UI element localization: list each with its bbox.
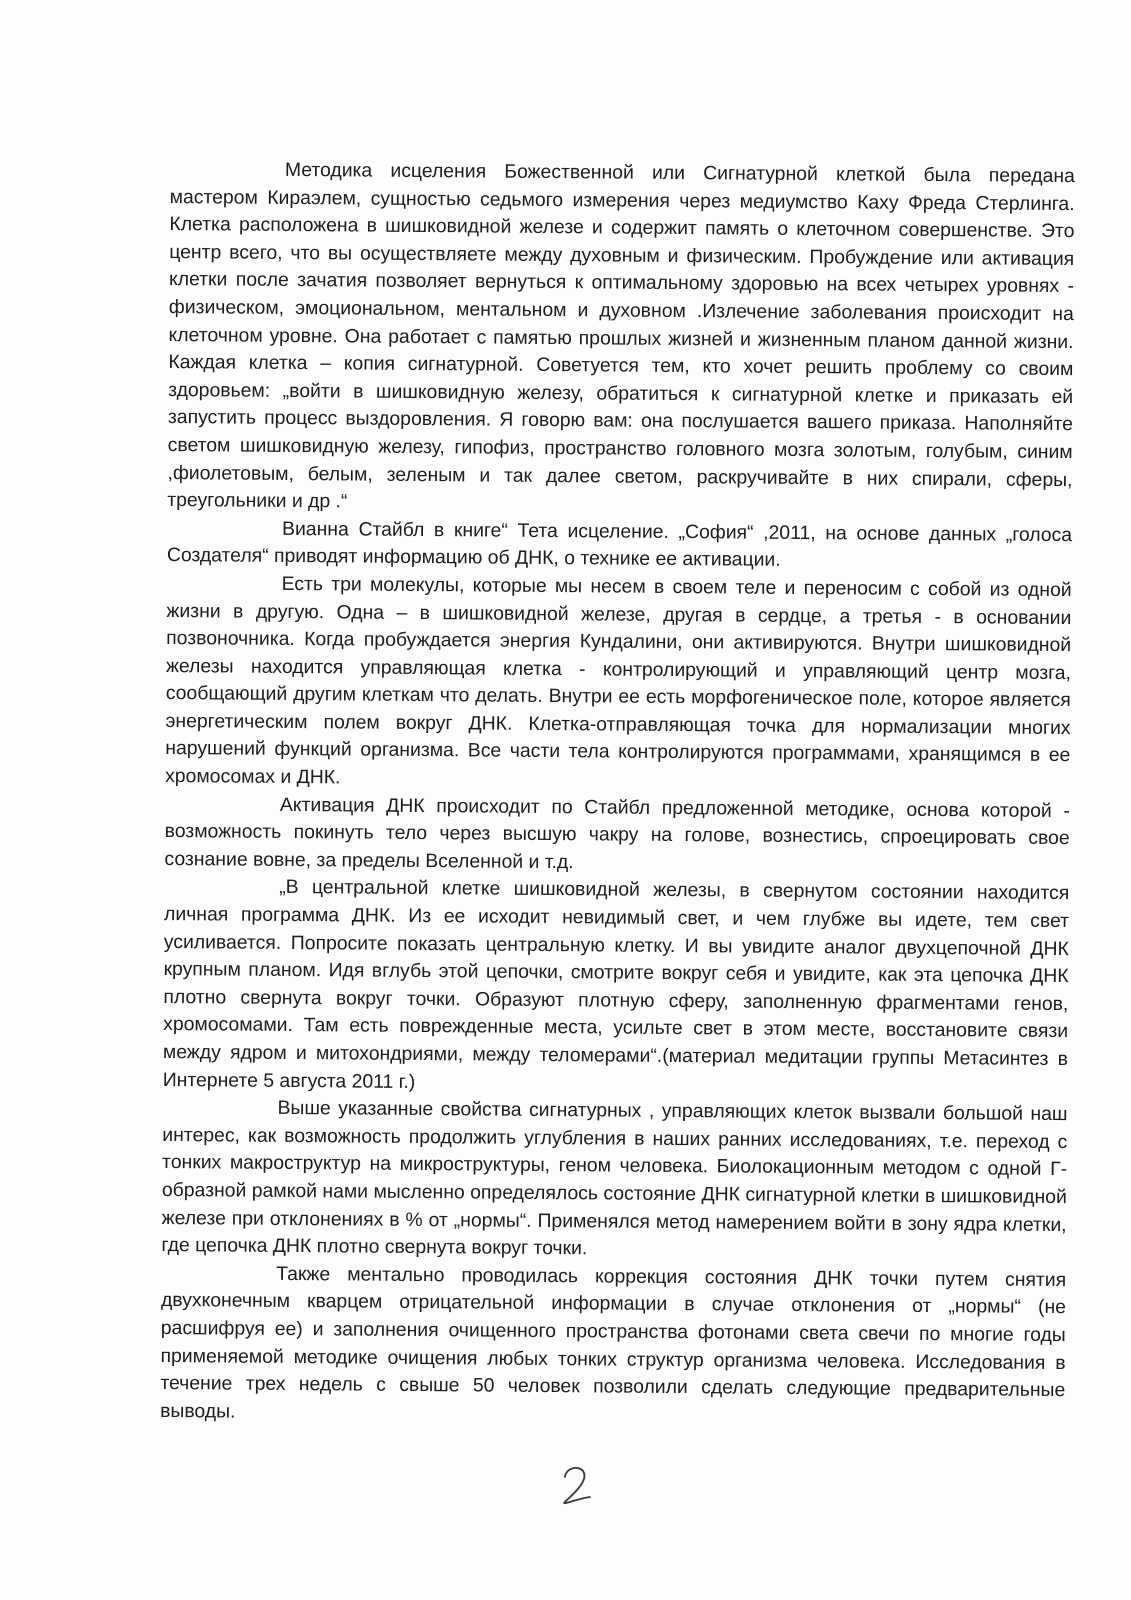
paragraph-correction-conclusion: Также ментально проводилась коррекция состояния ДНК точки путем снятия двухконечным кварцем отрицательной информации в случае отклонения от „нормы“ (не расшифруя ее) и заполнения очищенного пространства фотонами света свечи по многие годы применяемой методике очищения любых тонких структур организма человека. Исследования в течение трех недель с свыше 50 человек позволили сделать следующие предварительные выводы.	[160, 1262, 1067, 1423]
paragraph-research-interest: Выше указанные свойства сигнатурных , управляющих клеток вызвали большой наш интерес, как возможность продолжить углубления в наших ранних исследованиях, т.е. переход с тонких макроструктур на микроструктуры, геном человека. Биолокационным методом с одной Г-образной рамкой нами мысленно определялось состояние ДНК сигнатурной клетки в шишковидной железе при отклонениях в % от „нормы“. Применялся метод намерением войти в зону ядра клетки, где цепочка ДНК плотно свернута вокруг точки.	[161, 1097, 1068, 1260]
document-body	[160, 156, 1075, 1432]
paragraph-vianna-stibal: Вианна Стайбл в книге“ Тета исцеление. „София“ ,2011, на основе данных „голоса Создателя“ приводят информацию об ДНК, о технике ее активации.	[166, 517, 1073, 572]
paragraph-three-molecules: Есть три молекулы, которые мы несем в своем теле и переносим с собой из одной жизни в другую. Одна – в шишковидной железе, другая в сердце, а третья - в основании позвоночника. Когда пробуждается энергия Кундалини, они активируются. Внутри шишковидной железы находится управляющая клетка - контролирующий и управляющий центр мозга, сообщающий другим клеткам что делать. Внутри ее есть морфогеническое поле, которое является энергетическим полем вокруг ДНК. Клетка-отправляющая точка для нормализации многих нарушений функций организма. Все части тела контролируются программами, хранящимся в ее хромосомах и ДНК.	[165, 572, 1072, 789]
paragraph-signature-cell-method: Методика исцеления Божественной или Сигнатурной клеткой была передана мастером Кираэлем, сущностью седьмого измерения через медиумство Каху Фреда Стерлинга. Клетка расположена в шишковидной железе и содержит память о клеточном совершенстве. Это центр всего, что вы осуществляете между духовным и физическим. Пробуждение или активация клетки после зачатия позволяет вернуться к оптимальному здоровью на всех четырех уровнях - физическом, эмоциональном, ментальном и духовном .Излечение заболевания происходит на клеточном уровне. Она работает с памятью прошлых жизней и жизненным планом данной жизни. Каждая клетка – копия сигнатурной. Советуется тем, кто хочет решить проблему со своим здоровьем: „войти в шишковидную железу, обратиться к сигнатурной клетке и приказать ей запустить процесс выздоровления. Я говорю вам: она послушается вашего приказа. Наполняйте светом шишковидную железу, гипофиз, пространство головного мозга золотым, голубым, синим ,фиолетовым, белым, зеленым и так далее светом, раскручивайте в них спирали, сферы, треугольники и др .“	[167, 158, 1075, 513]
paragraph-meditation-quote: „В центральной клетке шишковидной железы, в свернутом состоянии находится личная программа ДНК. Из ее исходит невидимый свет, и чем глубже вы идете, тем свет усиливается. Попросите показать центральную клетку. И вы увидите аналог двухцепочной ДНК крупным планом. Идя вглубь этой цепочки, смотрите вокруг себя и увидите, как эта цепочка ДНК плотно свернута вокруг точки. Образуют плотную сферу, заполненную фрагментами генов, хромосомами. Там есть поврежденные места, усильте свет в этом месте, восстановите связи между ядром и митохондриями, между теломерами“.(материал медитации группы Метасинтез в Интернете 5 августа 2011 г.)	[162, 876, 1070, 1093]
handwritten-page-number	[556, 1463, 596, 1507]
paragraph-dna-activation: Активация ДНК происходит по Стайбл предложенной методике, основа которой - возможность покинуть тело через высшую чакру на голове, вознестись, спроецировать свое сознание вовне, за пределы Вселенной и т.д.	[164, 793, 1070, 874]
